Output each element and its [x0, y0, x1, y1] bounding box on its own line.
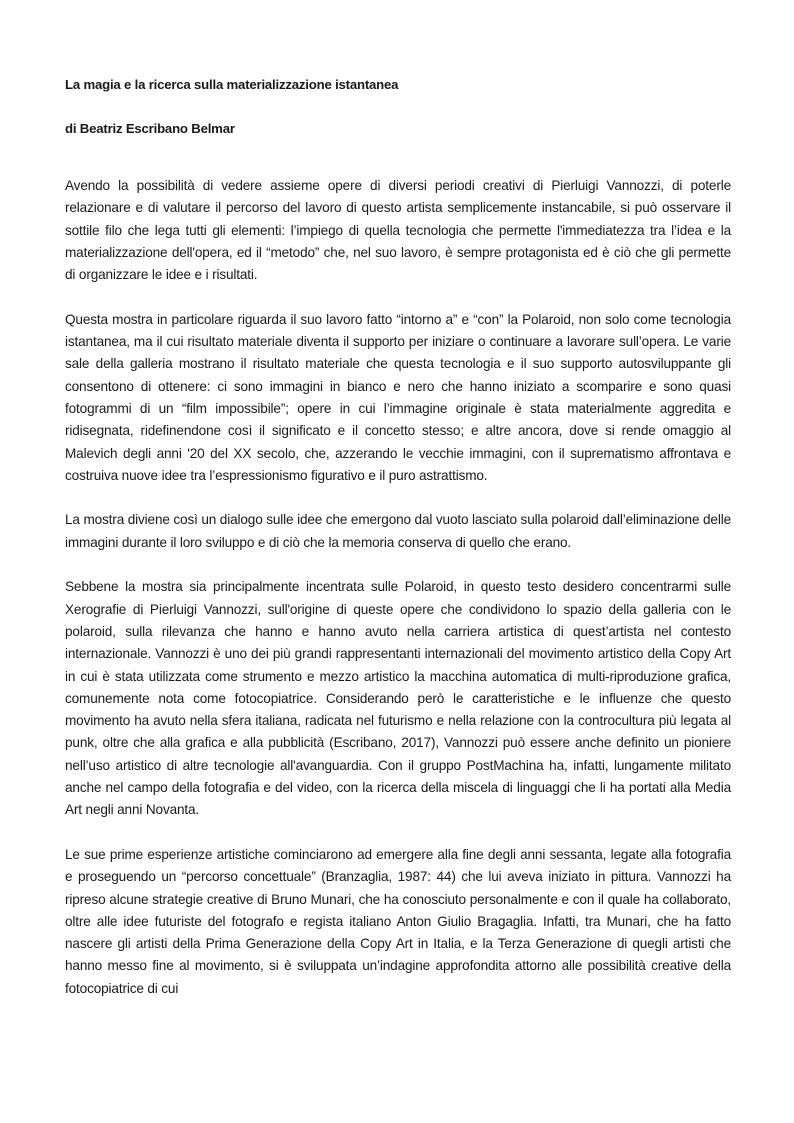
document-author: di Beatriz Escribano Belmar	[65, 121, 235, 136]
document-body	[65, 175, 731, 1000]
paragraph-5: Le sue prime esperienze artistiche cominciarono ad emergere alla fine degli anni sessanta, legate alla fotografia e proseguendo un “percorso concettuale” (Branzaglia, 1987: 44) che lui aveva iniziato in pittura. Vannozzi ha ripreso alcune strategie creative di Bruno Munari, che ha conosciuto personalmente e con il quale ha collaborato, oltre alle idee futuriste del fotografo e regista italiano Anton Giulio Bragaglia. Infatti, tra Munari, che ha fatto nascere gli artisti della Prima Generazione della Copy Art in Italia, e la Terza Generazione di quegli artisti che hanno messo fine al movimento, si è sviluppata un’indagine approfondita attorno alle possibilità creative della fotocopiatrice di cui	[65, 846, 731, 996]
document-page	[65, 74, 731, 1022]
document-title: La magia e la ricerca sulla materializzazione istantanea	[65, 77, 399, 92]
paragraph-2: Questa mostra in particolare riguarda il suo lavoro fatto “intorno a” e “con” la Polaroid, non solo come tecnologia istantanea, ma il cui risultato materiale diventa il supporto per iniziare o continuare a lavorare sull’opera. Le varie sale della galleria mostrano il risultato materiale che questa tecnologia e il suo supporto autosviluppante gli consentono di ottenere: ci sono immagini in bianco e nero che hanno iniziato a scomparire e sono quasi fotogrammi di un “film impossibile”; opere in cui l’immagine originale è stata materialmente aggredita e ridisegnata, ridefinendone così il significato e il concetto stesso; e altre ancora, dove si rende omaggio al Malevich degli anni '20 del XX secolo, che, azzerando le vecchie immagini, con il suprematismo affrontava e costruiva nuove idee tra l’espressionismo figurativo e il puro astrattismo.	[65, 311, 731, 483]
paragraph-4: Sebbene la mostra sia principalmente incentrata sulle Polaroid, in questo testo desidero concentrarmi sulle Xerografie di Pierluigi Vannozzi, sull'origine di queste opere che condividono lo spazio della galleria con le polaroid, sulla rilevanza che hanno e hanno avuto nella carriera artistica di quest’artista nel contesto internazionale. Vannozzi è uno dei più grandi rappresentanti internazionali del movimento artistico della Copy Art in cui è stata utilizzata come strumento e mezzo artistico la macchina automatica di multi-riproduzione grafica, comunemente nota come fotocopiatrice. Considerando però le caratteristiche e le influenze che questo movimento ha avuto nella sfera italiana, radicata nel futurismo e nella relazione con la controcultura più legata al punk, oltre che alla grafica e alla pubblicità (Escribano, 2017), Vannozzi può essere anche definito un pioniere nell’uso artistico di altre tecnologie all'avanguardia. Con il gruppo PostMachina ha, infatti, lungamente militato anche nel campo della fotografia e del video, con la ricerca della miscela di linguaggi che li ha portati alla Media Art negli anni Novanta.	[65, 579, 731, 818]
paragraph-3: La mostra diviene così un dialogo sulle idee che emergono dal vuoto lasciato sulla polaroid dall’eliminazione delle immagini durante il loro sviluppo e di ciò che la memoria conserva di quello che erano.	[65, 512, 731, 550]
paragraph-1: Avendo la possibilità di vedere assieme opere di diversi periodi creativi di Pierluigi Vannozzi, di poterle relazionare e di valutare il percorso del lavoro di questo artista semplicemente instancabile, si può osservare il sottile filo che lega tutti gli elementi: l’impiego di quella tecnologia che permette l'immediatezza tra l’idea e la materializzazione dell'opera, ed il “metodo” che, nel suo lavoro, è sempre protagonista ed è ciò che gli permette di organizzare le idee e i risultati.	[65, 178, 731, 283]
